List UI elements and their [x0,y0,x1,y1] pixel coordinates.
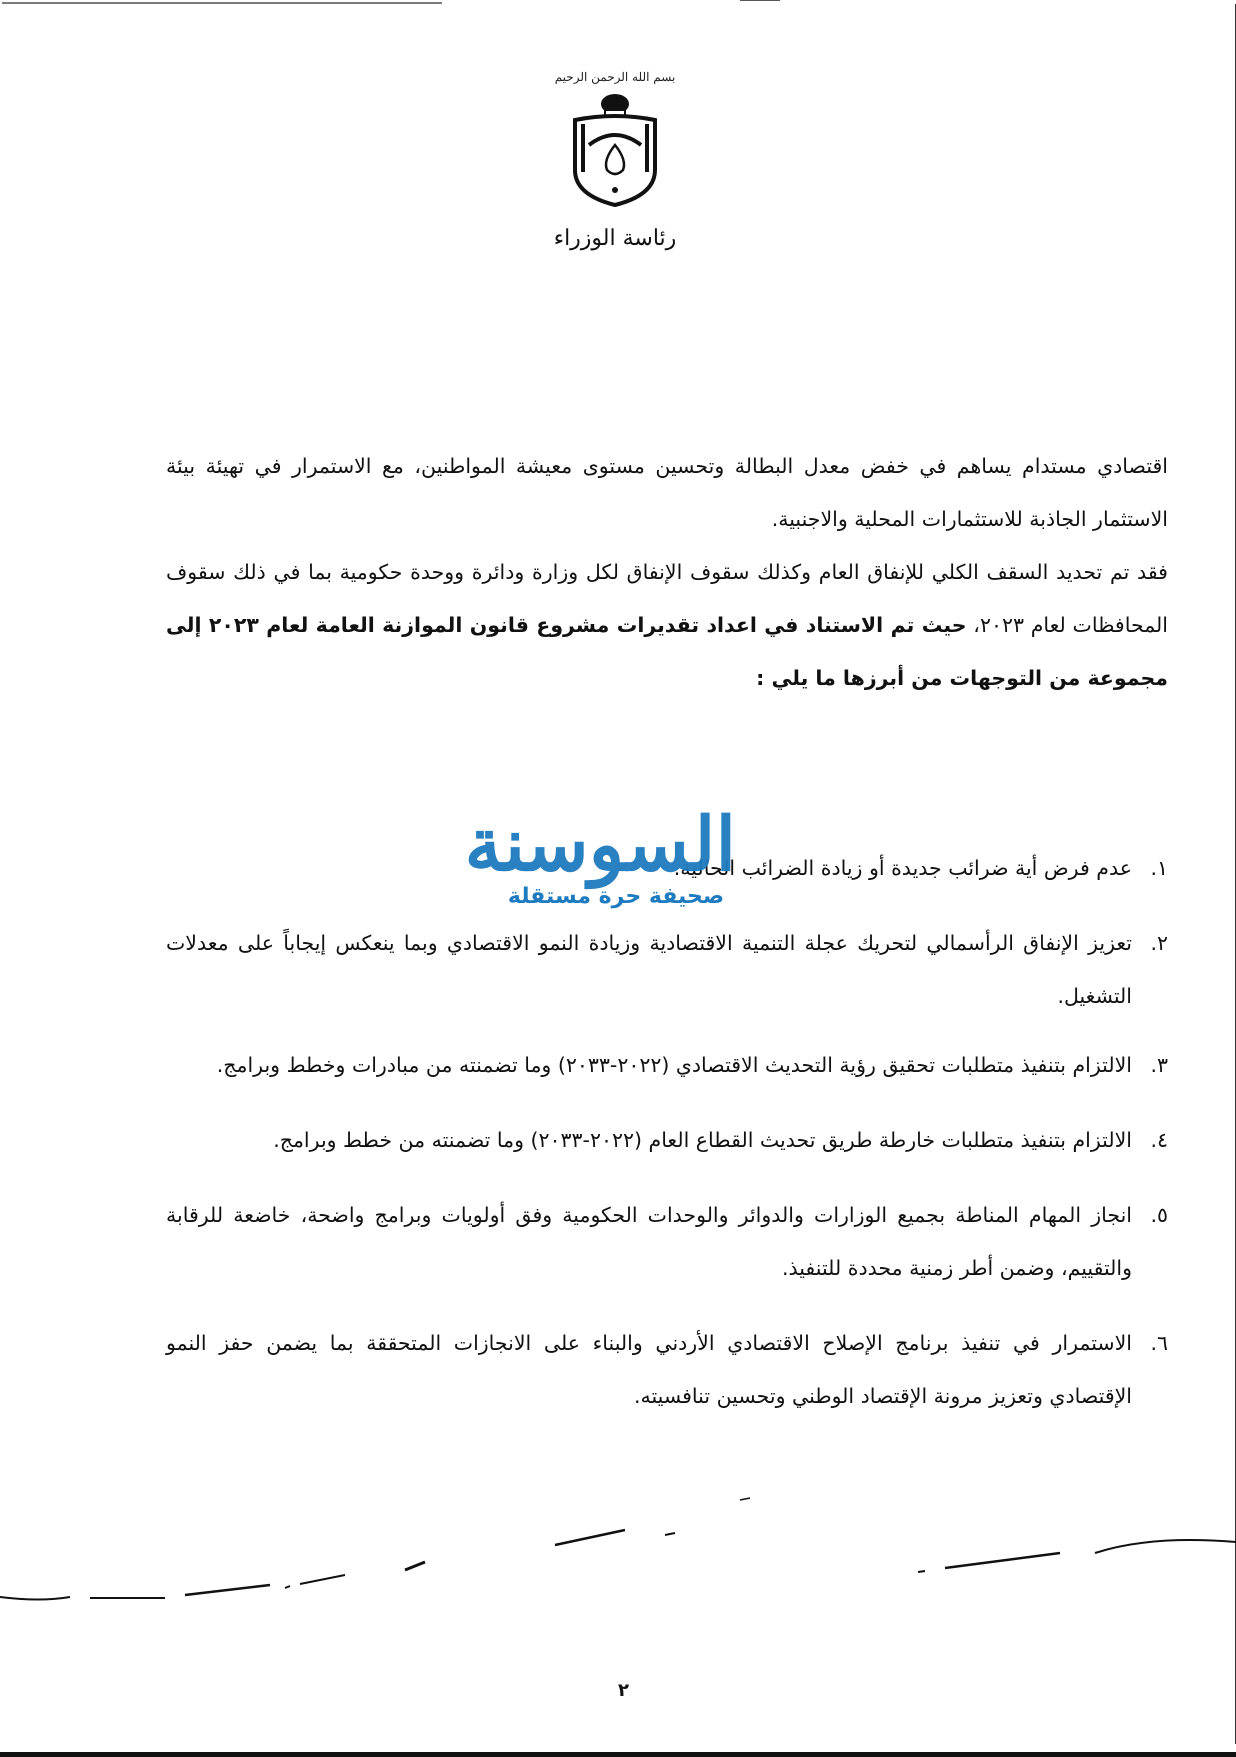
item-number: ٣. [1150,1053,1168,1077]
item-text: الالتزام بتنفيذ متطلبات تحقيق رؤية التحديث الاقتصادي (٢٠٢٢-٢٠٣٣) وما تضمنته من مبادرات وخطط وبرامج. [216,1053,1132,1077]
office-title: رئاسة الوزراء [553,226,677,251]
signature-scribble-icon [0,1480,1236,1610]
item-number: ١. [1150,856,1168,880]
item-text: الالتزام بتنفيذ متطلبات خارطة طريق تحديث القطاع العام (٢٠٢٢-٢٠٣٣) وما تضمنته من خطط وبرامج. [273,1128,1132,1152]
intro-paragraph-2 [166,546,1168,705]
item-number: ٤. [1150,1128,1168,1152]
item-number: ٢. [1150,931,1168,955]
item-text: عدم فرض أية ضرائب جديدة أو زيادة الضرائب الحالية. [673,856,1132,880]
item-text: تعزيز الإنفاق الرأسمالي لتحريك عجلة التنمية الاقتصادية وزيادة النمو الاقتصادي وبما ينعكس إيجاباً على معدلات التشغيل. [166,931,1132,1008]
item-text: انجاز المهام المناطة بجميع الوزارات والدوائر والوحدات الحكومية وفق أولويات وبرامج واضحة، خاضعة للرقابة والتقييم، وضمن أطر زمنية محددة للتنفيذ. [166,1203,1132,1280]
list-item [166,842,1168,895]
watermark-tagline: صحيفة حرة مستقلة [507,884,725,909]
list-item [166,1039,1168,1092]
scan-artifact-bottom-bar [0,1752,1236,1757]
scan-artifact-top-line [2,2,442,4]
item-number: ٥. [1150,1203,1168,1227]
list-item [166,1189,1168,1295]
directives-list [166,842,1168,1445]
page-number: ٢ [618,1680,629,1701]
intro-paragraph-1: اقتصادي مستدام يساهم في خفض معدل البطالة وتحسين مستوى معيشة المواطنين، مع الاستمرار في تهيئة بيئة الاستثمار الجاذبة للاستثمارات المحلية والاجنبية. [166,454,1168,531]
intro-text [166,440,1168,705]
intro-paragraph-2-bold: حيث تم الاستناد في اعداد تقديرات مشروع قانون الموازنة العامة لعام ٢٠٢٣ إلى مجموعة من التوجهات من أبرزها ما يلي : [166,613,1168,690]
letterhead [540,70,690,251]
basmala: بسم الله الرحمن الرحيم [554,70,676,84]
item-text: الاستمرار في تنفيذ برنامج الإصلاح الاقتصادي الأردني والبناء على الانجازات المتحققة بما يضمن حفز النمو الإقتصادي وتعزيز مرونة الإقتصاد الوطني وتحسين تنافسيته. [166,1331,1132,1408]
intro-paragraph-2-normal: فقد تم تحديد السقف الكلي للإنفاق العام وكذلك سقوف الإنفاق لكل وزارة ودائرة ووحدة حكومية بما في ذلك سقوف المحافظات لعام ٢٠٢٣، [166,560,1168,637]
scan-artifact-top-mark [740,0,780,1]
list-item [166,1114,1168,1167]
item-number: ٦. [1150,1331,1168,1355]
coat-of-arms-icon [565,90,665,210]
list-item [166,1317,1168,1423]
list-item [166,917,1168,1023]
watermark-logo-text: السوسنة [464,802,736,888]
